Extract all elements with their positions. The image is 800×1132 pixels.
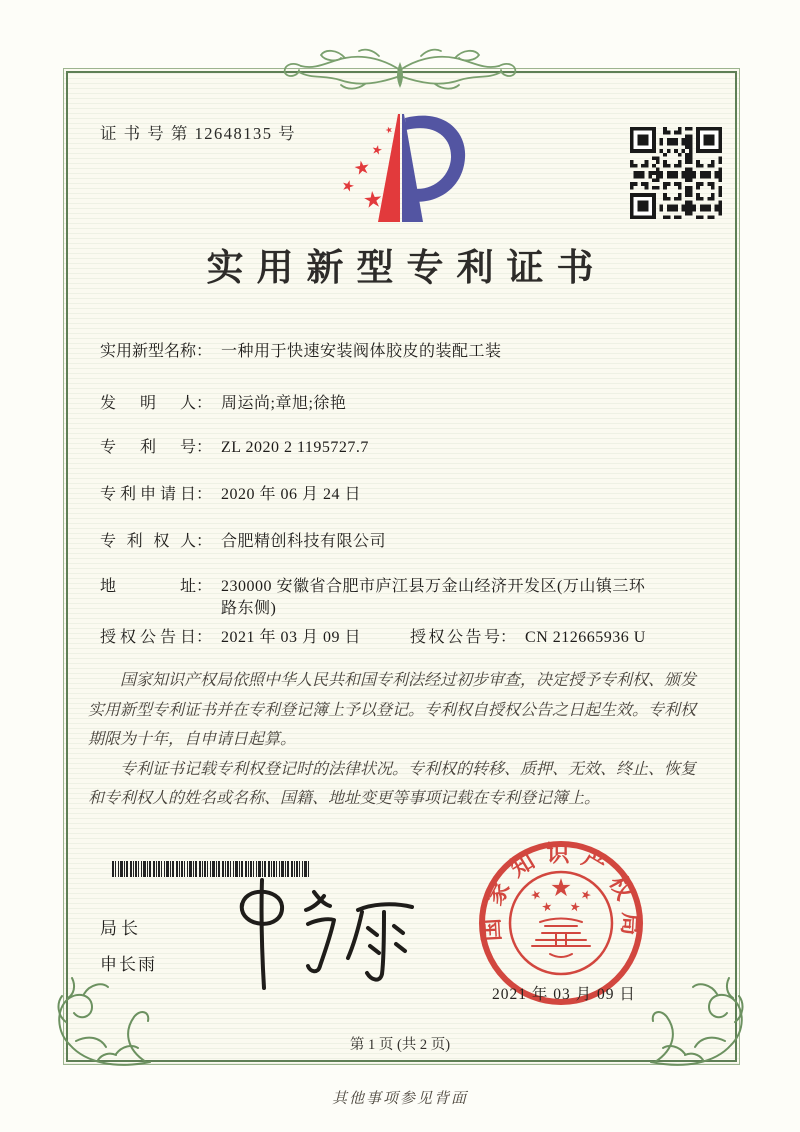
field-label: 专利号 <box>100 439 196 456</box>
commissioner-signature <box>212 876 427 994</box>
legal-paragraph-1: 国家知识产权局依照中华人民共和国专利法经过初步审查，决定授予专利权、颁发实用新型专利证书并在专利登记簿上予以登记。专利权自授权公告之日起生效。专利权期限为十年，自申请日起算。 <box>88 672 697 748</box>
field-value: ZL 2020 2 1195727.7 <box>221 439 369 456</box>
field-grant-row: 授权公告日 ： 2021 年 03 月 09 日 授权公告号 ： CN 212665936 U <box>100 627 648 649</box>
field-inventors: 发明人 ： 周运尚;章旭;徐艳 <box>100 393 648 415</box>
field-value: 230000 安徽省合肥市庐江县万金山经济开发区(万山镇三环路东侧) <box>221 578 646 617</box>
seal-date: 2021 年 03 月 09 日 <box>492 986 636 1003</box>
commissioner-name: 申长雨 <box>100 955 157 974</box>
field-value: 周运尚;章旭;徐艳 <box>221 395 347 412</box>
field-label: 授权公告号 <box>410 629 500 646</box>
field-value: 合肥精创科技有限公司 <box>221 533 387 550</box>
field-filing-date: 专利申请日 ： 2020 年 06 月 24 日 <box>100 484 648 506</box>
field-patentee: 专利权人 ： 合肥精创科技有限公司 <box>100 531 648 553</box>
legal-paragraph-2: 专利证书记载专利权登记时的法律状况。专利权的转移、质押、无效、终止、恢复和专利权人的姓名或名称、国籍、地址变更等事项记载在专利登记簿上。 <box>88 760 697 807</box>
field-value: 2021 年 03 月 09 日 <box>221 629 362 646</box>
field-label: 地址 <box>100 578 196 595</box>
field-address: 地址 ： 230000 安徽省合肥市庐江县万金山经济开发区(万山镇三环路东侧) <box>100 576 648 620</box>
field-label: 实用新型名称 <box>100 343 197 360</box>
legal-statement <box>88 666 708 814</box>
field-label: 专利权人 <box>100 533 196 550</box>
field-value: 一种用于快速安装阀体胶皮的装配工装 <box>221 343 502 360</box>
other-matters-note: 其他事项参见背面 <box>331 1091 468 1107</box>
certificate-number: 证 书 号 第 12648135 号 <box>100 124 297 143</box>
svg-text:国家知识产权局: 国家知识产权局 <box>478 841 644 943</box>
bottom-right-flourish-ornament <box>649 972 755 1072</box>
field-label: 专利申请日 <box>100 486 196 503</box>
bottom-left-flourish-ornament <box>46 972 152 1072</box>
cnipa-logo-icon <box>333 108 471 230</box>
page-number: 第 1 页 (共 2 页) <box>349 1037 451 1053</box>
field-value: CN 212665936 U <box>525 629 646 646</box>
field-grant-number: 授权公告号 ： CN 212665936 U <box>410 627 646 649</box>
top-border-flourish-ornament <box>275 42 525 100</box>
field-label: 授权公告日 <box>100 629 196 646</box>
field-label: 发明人 <box>100 395 196 412</box>
field-utility-model-name: 实用新型名称 ： 一种用于快速安装阀体胶皮的装配工装 <box>100 341 648 363</box>
qr-code <box>630 127 722 219</box>
commissioner-title: 局长 <box>100 919 142 938</box>
barcode <box>112 861 314 877</box>
field-patent-number: 专利号 ： ZL 2020 2 1195727.7 <box>100 437 648 459</box>
field-value: 2020 年 06 月 24 日 <box>221 486 362 503</box>
certificate-title: 实用新型专利证书 <box>206 248 607 289</box>
